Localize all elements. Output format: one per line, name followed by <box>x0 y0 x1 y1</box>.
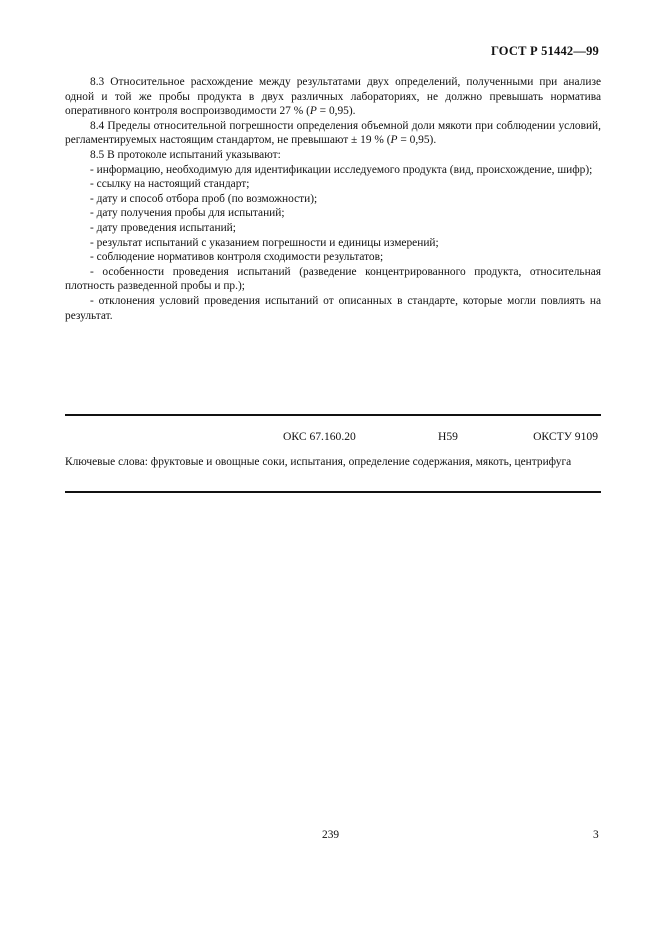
section-8-3-line-1: 8.3 Относительное расхождение между результатами двух определений, полученными при <box>90 76 558 88</box>
list-item: - информацию, необходимую для идентификации исследуемого продукта (вид, происхождение, шифр); <box>90 163 593 176</box>
keywords: Ключевые слова: фруктовые и овощные соки, испытания, определение содержания, мякоть, центрифуга <box>65 456 572 468</box>
standard-header: ГОСТ Р 51442—99 <box>490 44 599 58</box>
section-8-4-line-1: 8.4 Пределы относительной погрешности определения объемной доли мякоти при соблюдении <box>90 119 556 132</box>
list-item: - отклонения условий проведения испытаний от описанных в стандарте, которые могли повлиять на результат. <box>65 294 601 322</box>
list-item: - особенности проведения испытаний (разведение концентрированного продукта, относительная плотность разведенной пробы и пр.); <box>65 265 601 293</box>
section-8-5-intro: 8.5 В протоколе испытаний указывают: <box>90 148 281 161</box>
probability-symbol: P <box>309 105 317 118</box>
section-8-3-line-2: анализе одной и той же пробы продукта в двух различных лабораториях, не должно превышать <box>65 76 602 103</box>
page-number-center: 239 <box>322 829 340 841</box>
list-item: - соблюдение нормативов контроля сходимости результатов; <box>90 251 384 264</box>
list-item: - ссылку на настоящий стандарт; <box>90 178 250 191</box>
section-8-3-line-3a: норматива оперативного контроля воспроизводимости 27 % ( <box>65 90 601 118</box>
list-item: - результат испытаний с указанием погрешности и единицы измерений; <box>90 236 439 249</box>
page-number-right: 3 <box>593 829 599 841</box>
bottom-divider <box>65 491 601 493</box>
list-item: - дату и способ отбора проб (по возможности); <box>90 192 318 205</box>
section-8-4 <box>65 119 601 148</box>
top-divider <box>65 414 601 416</box>
okstu-code: ОКСТУ 9109 <box>533 430 598 443</box>
group-code: Н59 <box>438 430 458 443</box>
list-item: - дату получения пробы для испытаний; <box>90 207 285 220</box>
section-8-4-line-2a: условий, регламентируемых настоящим стандартом, не превышают ± 19 % ( <box>65 119 602 147</box>
section-8-4-line-2b: = 0,95). <box>397 134 437 147</box>
oks-code: ОКС 67.160.20 <box>283 430 356 443</box>
classification-codes <box>65 430 601 445</box>
probability-symbol: P <box>390 134 398 147</box>
section-8-3-line-3b: = 0,95). <box>316 105 356 118</box>
list-item: - дату проведения испытаний; <box>90 221 236 234</box>
section-8-3 <box>65 75 601 119</box>
body-text <box>65 75 601 323</box>
